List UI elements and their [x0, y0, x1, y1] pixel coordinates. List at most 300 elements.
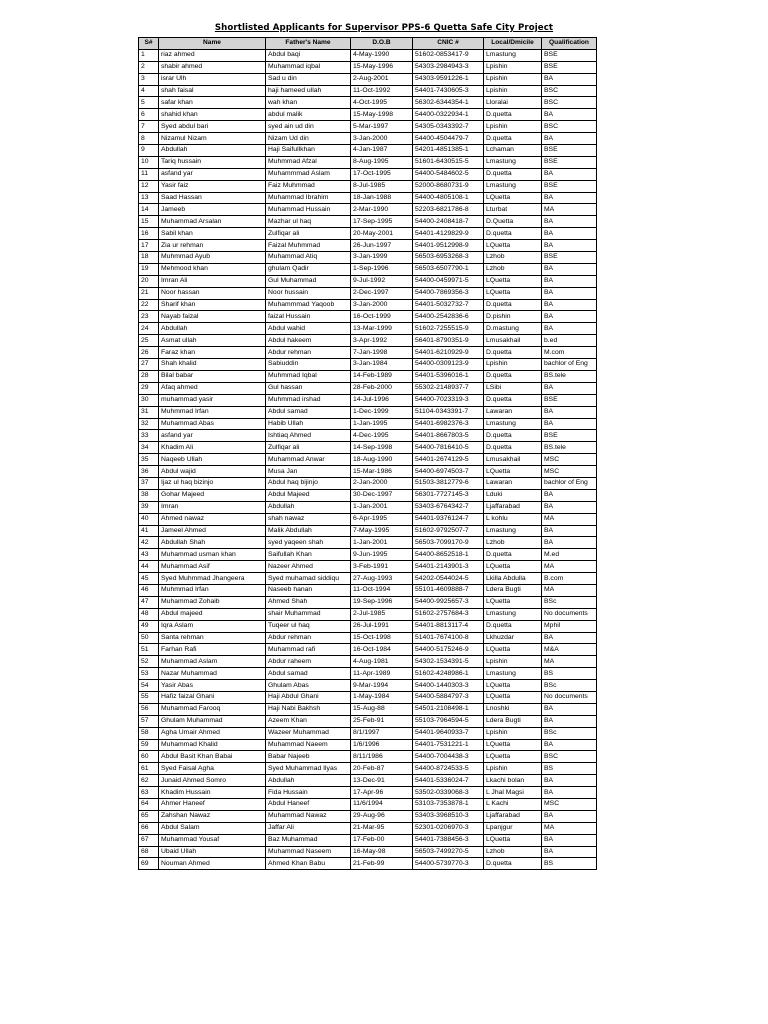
cell-name: Muhammad usman khan — [159, 549, 266, 561]
cell-domicile: D.quetta — [484, 168, 542, 180]
cell-father-name: faizal Hussain — [266, 311, 351, 323]
cell-name: Abdul wajid — [159, 466, 266, 478]
cell-qualification: BS — [542, 858, 597, 870]
table-row — [139, 751, 597, 763]
cell-qualification: BA — [542, 299, 597, 311]
cell-qualification: MA — [542, 513, 597, 525]
cell-father-name: wah khan — [266, 97, 351, 109]
cell-dob: 21-Mar-95 — [351, 822, 413, 834]
cell-serial: 40 — [139, 513, 159, 525]
cell-cnic: 54401-9512998-9 — [413, 240, 484, 252]
cell-cnic: 54401-9376124-7 — [413, 513, 484, 525]
cell-domicile: Lzhob — [484, 263, 542, 275]
cell-name: Nizamul Nizam — [159, 133, 266, 145]
cell-domicile: L Jhal Magsi — [484, 787, 542, 799]
cell-serial: 36 — [139, 466, 159, 478]
cell-serial: 42 — [139, 537, 159, 549]
cell-dob: 30-Dec-1997 — [351, 489, 413, 501]
cell-serial: 28 — [139, 370, 159, 382]
table-row — [139, 311, 597, 323]
cell-cnic: 54401-5396016-1 — [413, 370, 484, 382]
cell-cnic: 54401-8813117-4 — [413, 620, 484, 632]
cell-qualification: BA — [542, 73, 597, 85]
cell-dob: 17-Oct-1995 — [351, 168, 413, 180]
cell-dob: 1-Jan-1995 — [351, 418, 413, 430]
cell-dob: 27-Aug-1993 — [351, 573, 413, 585]
table-row — [139, 49, 597, 61]
cell-qualification: BA — [542, 287, 597, 299]
table-row — [139, 347, 597, 359]
cell-domicile: D.quetta — [484, 620, 542, 632]
cell-qualification: MA — [542, 656, 597, 668]
table-row — [139, 145, 597, 157]
cell-father-name: shair Muhammad — [266, 608, 351, 620]
cell-qualification: MSC — [542, 466, 597, 478]
cell-cnic: 54401-9640933-7 — [413, 727, 484, 739]
cell-domicile: D.quetta — [484, 109, 542, 121]
cell-name: Muhammad Asif — [159, 561, 266, 573]
cell-qualification: BSE — [542, 61, 597, 73]
cell-father-name: Muhmmad Iqbal — [266, 370, 351, 382]
cell-dob: 2-Jul-1985 — [351, 608, 413, 620]
cell-qualification: BSE — [542, 394, 597, 406]
cell-cnic: 51503-3812779-6 — [413, 477, 484, 489]
table-row — [139, 204, 597, 216]
cell-name: Khadim Hussain — [159, 787, 266, 799]
table-row — [139, 501, 597, 513]
cell-serial: 48 — [139, 608, 159, 620]
cell-father-name: Habib Ullah — [266, 418, 351, 430]
cell-father-name: Muhmmad Afzal — [266, 156, 351, 168]
cell-serial: 20 — [139, 275, 159, 287]
cell-father-name: Muhammad Nawaz — [266, 810, 351, 822]
cell-name: Zahshan Nawaz — [159, 810, 266, 822]
cell-domicile: D.mastung — [484, 323, 542, 335]
cell-domicile: LQuetta — [484, 644, 542, 656]
cell-domicile: D.quetta — [484, 430, 542, 442]
cell-qualification: BA — [542, 525, 597, 537]
cell-name: Ghulam Muhammad — [159, 715, 266, 727]
cell-dob: 9-Mar-1994 — [351, 680, 413, 692]
cell-cnic: 56401-8790351-9 — [413, 335, 484, 347]
cell-domicile: D.quetta — [484, 228, 542, 240]
table-row — [139, 549, 597, 561]
table-row — [139, 73, 597, 85]
cell-serial: 63 — [139, 787, 159, 799]
cell-name: Muhmmad Irfan — [159, 406, 266, 418]
cell-serial: 37 — [139, 477, 159, 489]
cell-father-name: Abdur raheem — [266, 656, 351, 668]
table-row — [139, 430, 597, 442]
cell-domicile: Lpishin — [484, 359, 542, 371]
cell-cnic: 54401-7531221-1 — [413, 739, 484, 751]
cell-dob: 16-Oct-1999 — [351, 311, 413, 323]
cell-father-name: Nizam Ud din — [266, 133, 351, 145]
cell-father-name: Jaffar Ali — [266, 822, 351, 834]
cell-name: Muhammad Farooq — [159, 703, 266, 715]
cell-name: Ahmed nawaz — [159, 513, 266, 525]
cell-cnic: 54400-0459971-5 — [413, 275, 484, 287]
table-row — [139, 834, 597, 846]
cell-serial: 12 — [139, 180, 159, 192]
cell-dob: 15-Oct-1998 — [351, 632, 413, 644]
cell-father-name: Abdul samad — [266, 406, 351, 418]
cell-serial: 35 — [139, 454, 159, 466]
table-row — [139, 691, 597, 703]
cell-qualification: No documents — [542, 691, 597, 703]
cell-domicile: LQuetta — [484, 192, 542, 204]
cell-dob: 18-Jan-1988 — [351, 192, 413, 204]
cell-dob: 8-Aug-1995 — [351, 156, 413, 168]
cell-serial: 66 — [139, 822, 159, 834]
cell-cnic: 54400-5484602-5 — [413, 168, 484, 180]
cell-qualification: MSC — [542, 454, 597, 466]
cell-qualification: BA — [542, 216, 597, 228]
cell-cnic: 51602-7255515-9 — [413, 323, 484, 335]
cell-father-name: Azeem Khan — [266, 715, 351, 727]
cell-qualification: M&A — [542, 644, 597, 656]
cell-name: Ahmer Haneef — [159, 799, 266, 811]
cell-father-name: ghulam Qadir — [266, 263, 351, 275]
cell-father-name: Muhammad Naeem — [266, 739, 351, 751]
cell-qualification: MSC — [542, 799, 597, 811]
cell-name: Abdullah — [159, 145, 266, 157]
cell-serial: 10 — [139, 156, 159, 168]
cell-name: Santa rehman — [159, 632, 266, 644]
cell-dob: 13-Mar-1999 — [351, 323, 413, 335]
cell-dob: 4-Dec-1995 — [351, 430, 413, 442]
cell-cnic: 54401-6210929-9 — [413, 347, 484, 359]
cell-domicile: Lzhob — [484, 537, 542, 549]
table-row — [139, 858, 597, 870]
table-row — [139, 252, 597, 264]
cell-qualification: BSC — [542, 121, 597, 133]
table-row — [139, 477, 597, 489]
cell-domicile: LQuetta — [484, 240, 542, 252]
cell-dob: 4-Aug-1981 — [351, 656, 413, 668]
cell-serial: 55 — [139, 691, 159, 703]
cell-domicile: Lturbat — [484, 204, 542, 216]
table-row — [139, 85, 597, 97]
cell-dob: 3-Jan-1984 — [351, 359, 413, 371]
cell-father-name: Abdul Haneef — [266, 799, 351, 811]
cell-name: Jameeb — [159, 204, 266, 216]
applicants-table — [138, 37, 597, 870]
header-dob: D.O.B — [351, 38, 413, 50]
cell-domicile: LQuetta — [484, 287, 542, 299]
cell-dob: 15-May-1996 — [351, 61, 413, 73]
header-father-name: Father's Name — [266, 38, 351, 50]
cell-serial: 17 — [139, 240, 159, 252]
table-row — [139, 180, 597, 192]
cell-cnic: 54401-4129829-9 — [413, 228, 484, 240]
cell-serial: 60 — [139, 751, 159, 763]
header-cnic: CNIC # — [413, 38, 484, 50]
cell-dob: 2-Aug-2001 — [351, 73, 413, 85]
cell-domicile: Lpishin — [484, 85, 542, 97]
cell-father-name: Muhammad Hussain — [266, 204, 351, 216]
cell-father-name: Abdul hakeem — [266, 335, 351, 347]
cell-dob: 17-Feb-00 — [351, 834, 413, 846]
document-title: Shortlisted Applicants for Supervisor PPS-6 Quetta Safe City Project — [214, 23, 554, 33]
cell-name: Saad Hassan — [159, 192, 266, 204]
cell-father-name: Abdul Majeed — [266, 489, 351, 501]
cell-name: Ubaid Ullah — [159, 846, 266, 858]
cell-serial: 7 — [139, 121, 159, 133]
cell-cnic: 51602-9792507-7 — [413, 525, 484, 537]
table-row — [139, 822, 597, 834]
cell-serial: 24 — [139, 323, 159, 335]
cell-qualification: BA — [542, 228, 597, 240]
cell-qualification: No documents — [542, 608, 597, 620]
cell-dob: 14-Sep-1998 — [351, 442, 413, 454]
cell-father-name: Fida Hussain — [266, 787, 351, 799]
cell-domicile: D.quetta — [484, 370, 542, 382]
cell-domicile: LQuetta — [484, 751, 542, 763]
cell-father-name: abdul malik — [266, 109, 351, 121]
table-row — [139, 680, 597, 692]
table-row — [139, 109, 597, 121]
table-row — [139, 775, 597, 787]
cell-domicile: Lpishin — [484, 61, 542, 73]
cell-name: Abdul Basit Khan Babai — [159, 751, 266, 763]
table-row — [139, 727, 597, 739]
cell-serial: 56 — [139, 703, 159, 715]
cell-cnic: 56503-7099170-9 — [413, 537, 484, 549]
cell-serial: 67 — [139, 834, 159, 846]
table-row — [139, 359, 597, 371]
cell-cnic: 54400-5175246-9 — [413, 644, 484, 656]
cell-serial: 11 — [139, 168, 159, 180]
cell-qualification: BSC — [542, 97, 597, 109]
cell-father-name: Muhammad Naseem — [266, 846, 351, 858]
cell-cnic: 53502-0339068-3 — [413, 787, 484, 799]
table-row — [139, 787, 597, 799]
cell-domicile: Lpanjgur — [484, 822, 542, 834]
cell-father-name: Muhammad iqbal — [266, 61, 351, 73]
cell-father-name: Abdul haq bijinjo — [266, 477, 351, 489]
cell-serial: 18 — [139, 252, 159, 264]
cell-dob: 4-Oct-1995 — [351, 97, 413, 109]
cell-cnic: 54400-0309123-9 — [413, 359, 484, 371]
cell-qualification: BS.tele — [542, 370, 597, 382]
cell-serial: 52 — [139, 656, 159, 668]
cell-qualification: BA — [542, 775, 597, 787]
cell-dob: 3-Apr-1992 — [351, 335, 413, 347]
cell-serial: 15 — [139, 216, 159, 228]
cell-cnic: 54401-7388456-3 — [413, 834, 484, 846]
cell-dob: 11-Apr-1989 — [351, 668, 413, 680]
table-row — [139, 513, 597, 525]
cell-domicile: Lmusakhail — [484, 335, 542, 347]
cell-qualification: BSE — [542, 430, 597, 442]
table-row — [139, 121, 597, 133]
cell-name: Junaid Ahmed Somro — [159, 775, 266, 787]
cell-name: shah faisal — [159, 85, 266, 97]
cell-name: shahid khan — [159, 109, 266, 121]
cell-qualification: BA — [542, 168, 597, 180]
cell-serial: 44 — [139, 561, 159, 573]
cell-cnic: 52000-8680731-9 — [413, 180, 484, 192]
cell-domicile: Lloralai — [484, 97, 542, 109]
cell-domicile: D.quetta — [484, 299, 542, 311]
cell-father-name: Tuqeer ul haq — [266, 620, 351, 632]
cell-father-name: Faizal Muhmmad — [266, 240, 351, 252]
cell-serial: 30 — [139, 394, 159, 406]
cell-cnic: 54401-5336024-7 — [413, 775, 484, 787]
cell-serial: 61 — [139, 763, 159, 775]
cell-serial: 22 — [139, 299, 159, 311]
cell-cnic: 55302-2148937-7 — [413, 382, 484, 394]
cell-dob: 1-Dec-1999 — [351, 406, 413, 418]
cell-father-name: Gul hassan — [266, 382, 351, 394]
cell-serial: 49 — [139, 620, 159, 632]
cell-domicile: D.quetta — [484, 347, 542, 359]
table-row — [139, 299, 597, 311]
cell-name: Zia ur rehman — [159, 240, 266, 252]
cell-name: Noor hassan — [159, 287, 266, 299]
cell-domicile: D.pishin — [484, 311, 542, 323]
cell-serial: 14 — [139, 204, 159, 216]
cell-serial: 2 — [139, 61, 159, 73]
cell-serial: 58 — [139, 727, 159, 739]
cell-name: Ijaz ul haq bizinjo — [159, 477, 266, 489]
table-row — [139, 382, 597, 394]
cell-qualification: BA — [542, 323, 597, 335]
cell-dob: 4-May-1990 — [351, 49, 413, 61]
cell-cnic: 54201-4851385-1 — [413, 145, 484, 157]
cell-name: Gohar Majeed — [159, 489, 266, 501]
cell-domicile: Lduki — [484, 489, 542, 501]
table-row — [139, 489, 597, 501]
table-row — [139, 561, 597, 573]
table-body — [139, 49, 597, 869]
cell-qualification: BSc — [542, 727, 597, 739]
cell-dob: 3-Feb-1991 — [351, 561, 413, 573]
cell-name: shabir ahmed — [159, 61, 266, 73]
table-row — [139, 133, 597, 145]
cell-domicile: Lchaman — [484, 145, 542, 157]
cell-serial: 51 — [139, 644, 159, 656]
cell-dob: 2-Jan-2000 — [351, 477, 413, 489]
cell-cnic: 54401-6982376-3 — [413, 418, 484, 430]
cell-cnic: 54401-2674129-5 — [413, 454, 484, 466]
cell-cnic: 51401-7674100-8 — [413, 632, 484, 644]
cell-domicile: Lpishin — [484, 73, 542, 85]
table-row — [139, 799, 597, 811]
cell-qualification: BA — [542, 311, 597, 323]
cell-dob: 2-Mar-1990 — [351, 204, 413, 216]
cell-name: riaz ahmed — [159, 49, 266, 61]
cell-cnic: 54305-0343392-7 — [413, 121, 484, 133]
cell-dob: 9-Jun-1995 — [351, 549, 413, 561]
table-row — [139, 656, 597, 668]
cell-cnic: 54400-7023319-3 — [413, 394, 484, 406]
cell-cnic: 51602-0853417-9 — [413, 49, 484, 61]
cell-dob: 28-Feb-2000 — [351, 382, 413, 394]
cell-father-name: Naseeb hanan — [266, 584, 351, 596]
cell-father-name: Malik Abdullah — [266, 525, 351, 537]
cell-father-name: Noor hussain — [266, 287, 351, 299]
cell-cnic: 54400-5739770-3 — [413, 858, 484, 870]
cell-name: Nayab faizal — [159, 311, 266, 323]
cell-dob: 25-Feb-91 — [351, 715, 413, 727]
cell-name: Iqra Aslam — [159, 620, 266, 632]
cell-qualification: BA — [542, 703, 597, 715]
cell-cnic: 53403-3968510-3 — [413, 810, 484, 822]
cell-cnic: 54400-9925657-3 — [413, 596, 484, 608]
cell-serial: 69 — [139, 858, 159, 870]
cell-serial: 21 — [139, 287, 159, 299]
cell-dob: 1-Jan-2001 — [351, 537, 413, 549]
cell-cnic: 56503-7499270-5 — [413, 846, 484, 858]
table-row — [139, 323, 597, 335]
cell-serial: 68 — [139, 846, 159, 858]
cell-dob: 11-Oct-1994 — [351, 584, 413, 596]
cell-serial: 59 — [139, 739, 159, 751]
cell-father-name: syed yaqeen shah — [266, 537, 351, 549]
cell-qualification: BA — [542, 418, 597, 430]
cell-cnic: 54400-4805108-1 — [413, 192, 484, 204]
cell-qualification: BA — [542, 263, 597, 275]
cell-father-name: syed ain ud din — [266, 121, 351, 133]
cell-domicile: Lmusakhail — [484, 454, 542, 466]
cell-name: israr Ulh — [159, 73, 266, 85]
cell-serial: 8 — [139, 133, 159, 145]
cell-name: Muhmmad Ayub — [159, 252, 266, 264]
cell-father-name: shah nawaz — [266, 513, 351, 525]
cell-domicile: LQuetta — [484, 275, 542, 287]
cell-cnic: 55101-4609888-7 — [413, 584, 484, 596]
cell-serial: 41 — [139, 525, 159, 537]
cell-domicile: Lmastung — [484, 180, 542, 192]
cell-cnic: 54401-5032732-7 — [413, 299, 484, 311]
cell-father-name: Nazeer Ahmed — [266, 561, 351, 573]
cell-name: Muhammad Aslam — [159, 656, 266, 668]
header-name: Name — [159, 38, 266, 50]
cell-domicile: Ldera Bugti — [484, 715, 542, 727]
cell-dob: 17-Sep-1995 — [351, 216, 413, 228]
cell-qualification: Mphil — [542, 620, 597, 632]
cell-name: Mehmood khan — [159, 263, 266, 275]
cell-domicile: D.quetta — [484, 549, 542, 561]
cell-domicile: LQuetta — [484, 680, 542, 692]
cell-name: Abdullah Shah — [159, 537, 266, 549]
cell-domicile: LQuetta — [484, 561, 542, 573]
cell-father-name: Muhmmad irshad — [266, 394, 351, 406]
table-row — [139, 466, 597, 478]
cell-domicile: LQuetta — [484, 739, 542, 751]
cell-father-name: Muhammad rafi — [266, 644, 351, 656]
cell-father-name: Muhammmad Yaqoob — [266, 299, 351, 311]
cell-name: Sharif khan — [159, 299, 266, 311]
cell-name: Abdullah — [159, 323, 266, 335]
cell-dob: 1-May-1984 — [351, 691, 413, 703]
table-row — [139, 406, 597, 418]
cell-name: Sabil khan — [159, 228, 266, 240]
cell-father-name: Abdul baqi — [266, 49, 351, 61]
cell-father-name: Muhammad Ibrahim — [266, 192, 351, 204]
cell-dob: 13-Dec-91 — [351, 775, 413, 787]
table-row — [139, 739, 597, 751]
cell-father-name: haji hameed ullah — [266, 85, 351, 97]
cell-domicile: Lmastung — [484, 608, 542, 620]
cell-father-name: Wazeer Muhammad — [266, 727, 351, 739]
cell-qualification: BA — [542, 109, 597, 121]
cell-domicile: LQuetta — [484, 691, 542, 703]
cell-name: Muhammad Yousaf — [159, 834, 266, 846]
header-serial: S# — [139, 38, 159, 50]
